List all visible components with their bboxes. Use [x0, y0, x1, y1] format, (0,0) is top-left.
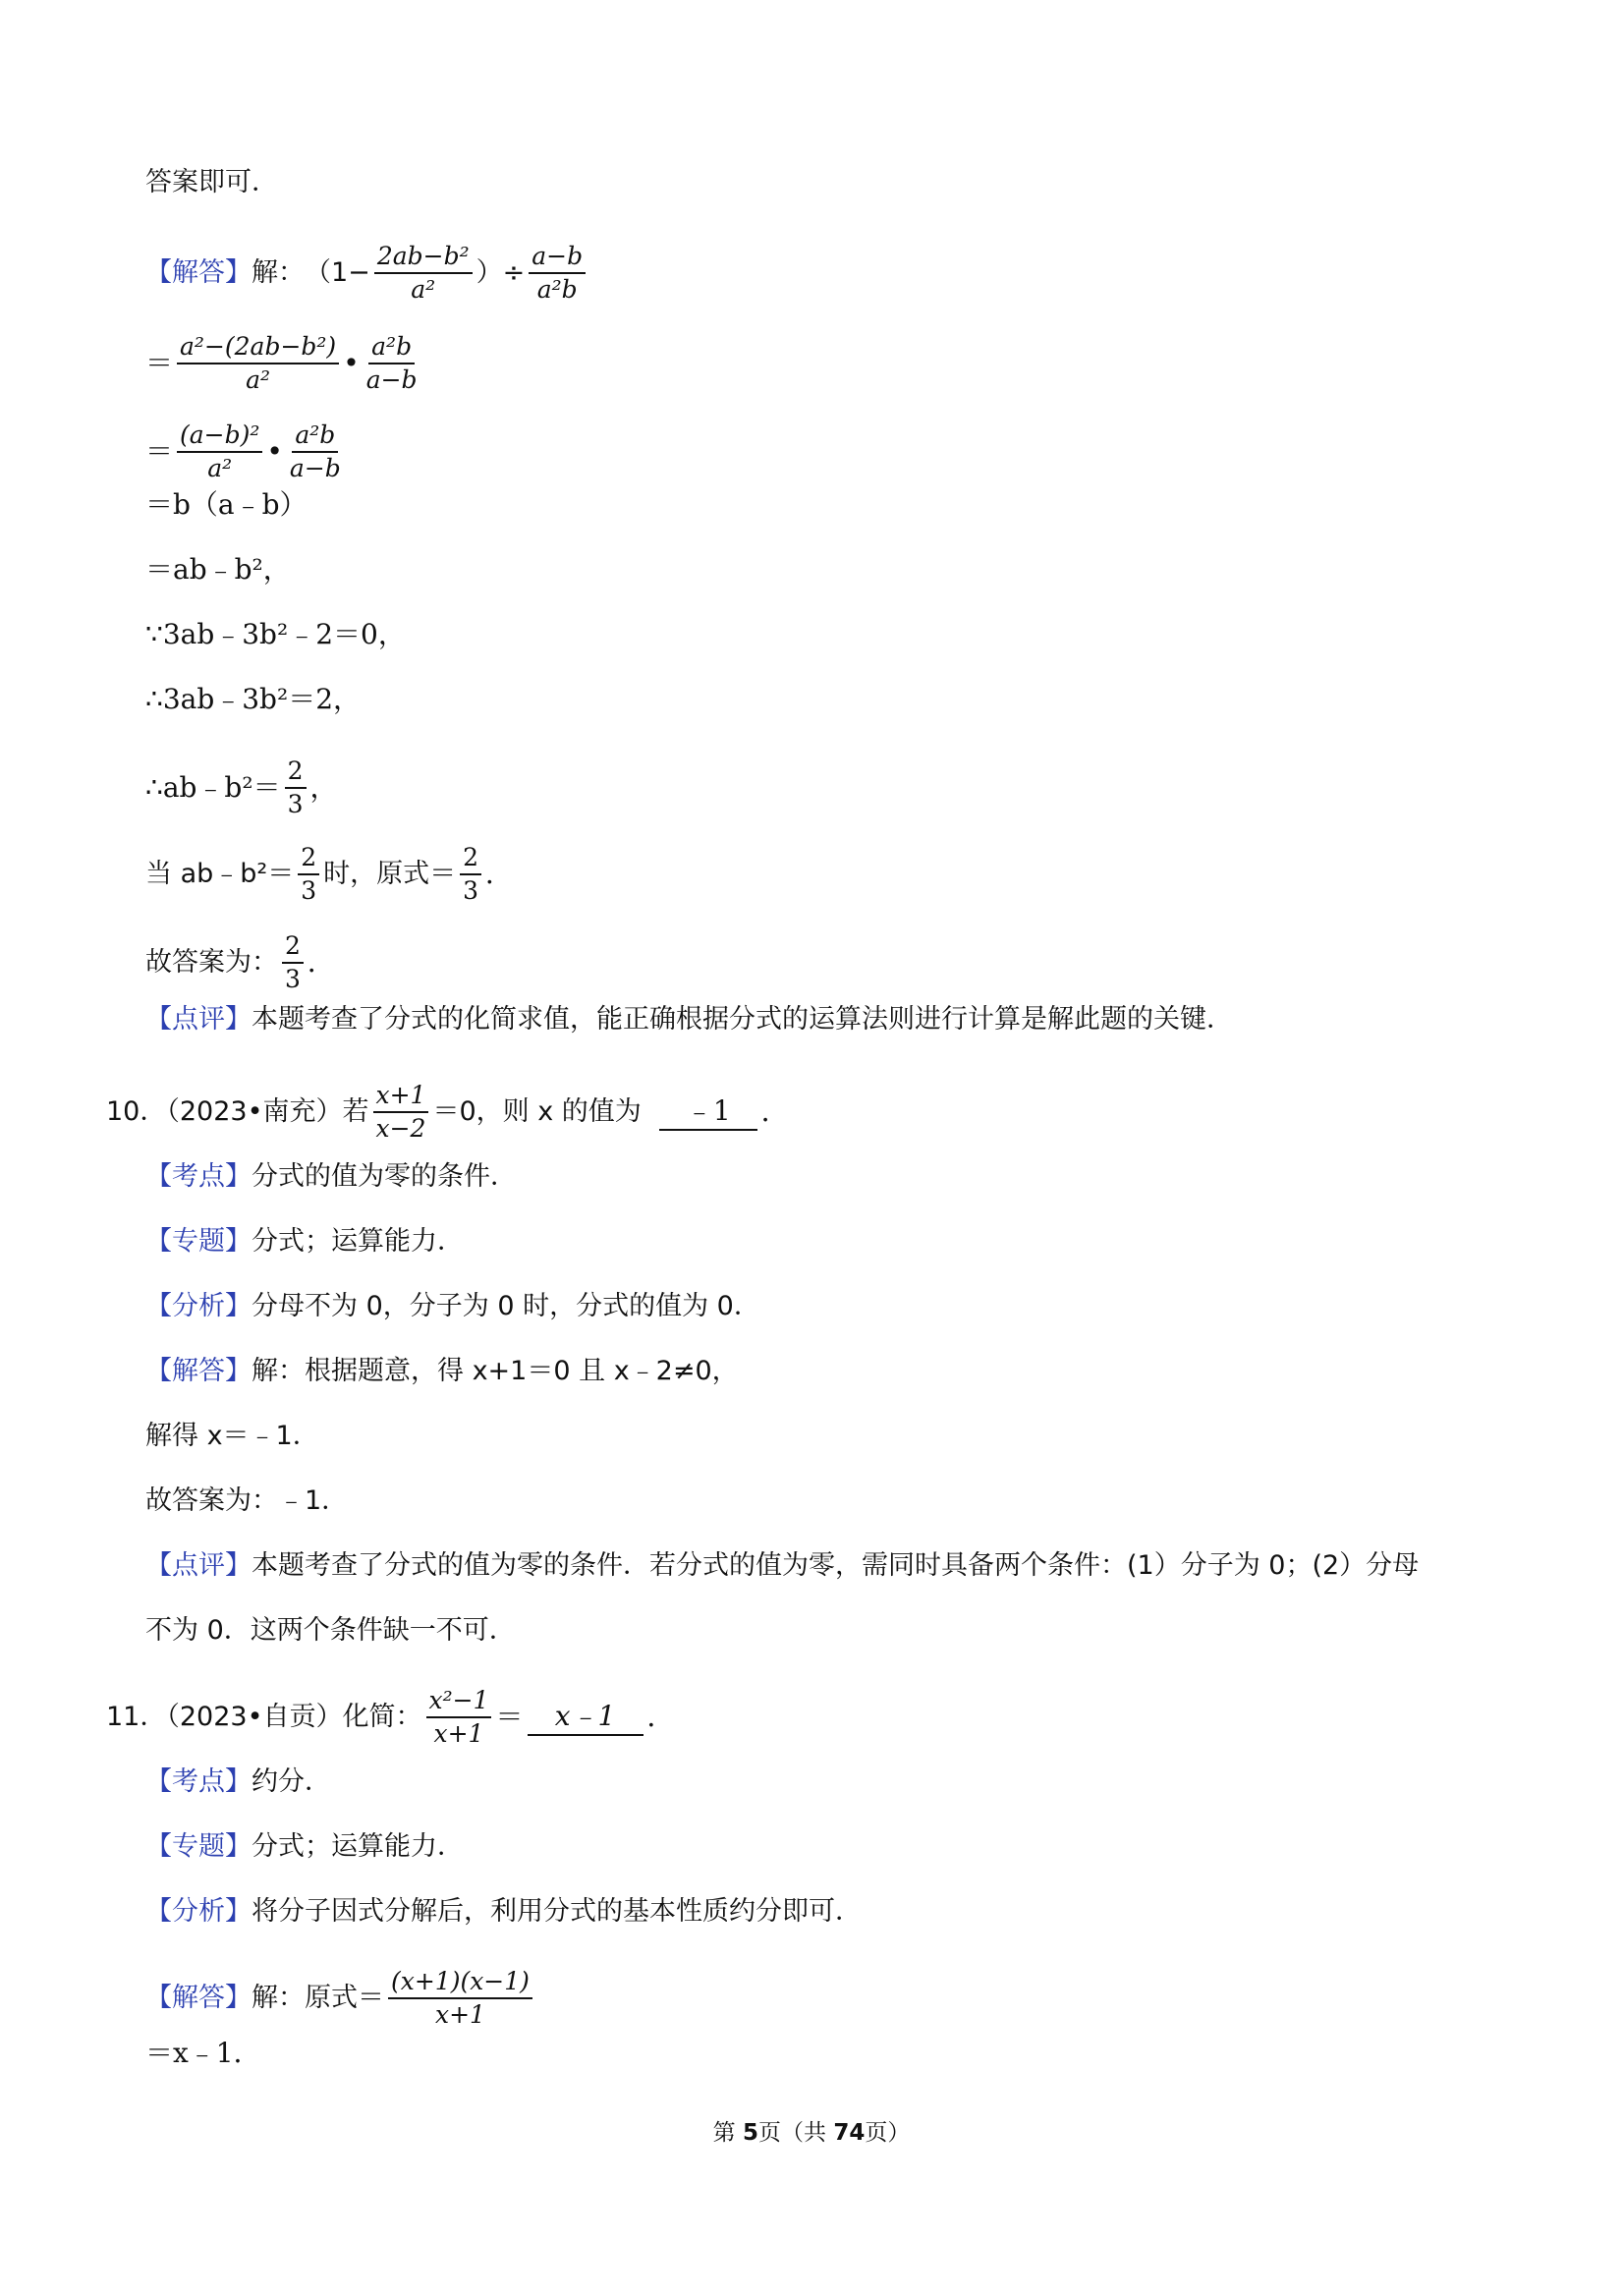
q10-mid: ＝0，则 x 的值为	[432, 1096, 642, 1127]
fraction-numerator: (x+1)(x−1)	[388, 1967, 532, 1999]
jieda-tag: 【解答】	[145, 1983, 252, 2013]
fraction-numerator: a²−(2ab−b²)	[177, 332, 339, 364]
fraction-numerator: a²b	[292, 420, 338, 453]
given-text: ∵3ab﹣3b²﹣2＝0，	[145, 618, 406, 650]
fraction	[374, 242, 473, 305]
kaodian-tag: 【考点】	[145, 1161, 252, 1192]
q10-zhuanti	[145, 1224, 464, 1260]
answer-line: 故答案为： $\frac{2}{3}$ ．	[145, 931, 335, 993]
jieda-tag: 【解答】	[145, 1356, 252, 1386]
q10-comment	[145, 1548, 1419, 1584]
fraction-numerator: 2	[460, 843, 481, 875]
fraction-numerator: 2ab−b²	[374, 242, 473, 274]
answer-blank: x﹣1	[528, 1699, 644, 1736]
fenxi-text: 将分子因式分解后，利用分式的基本性质约分即可．	[252, 1896, 862, 1927]
fenxi-tag: 【分析】	[145, 1896, 252, 1927]
intro-line	[145, 165, 278, 200]
comment-text: 本题考查了分式的值为零的条件．若分式的值为零，需同时具备两个条件：(1）分子为 0；(2）分母	[252, 1550, 1420, 1581]
dang-lhs: 当 ab﹣b²＝	[145, 859, 295, 889]
fraction-numerator: x²−1	[426, 1686, 492, 1718]
q10-kaodian	[145, 1159, 517, 1195]
prev-solution-line	[145, 242, 589, 305]
fraction	[177, 420, 262, 483]
fraction-denominator: a²	[411, 275, 436, 304]
fraction	[426, 1686, 492, 1749]
footer-total: 74	[833, 2120, 866, 2146]
fraction-numerator: 2	[298, 843, 319, 875]
therefore2-lhs: ∴ab﹣b²＝	[145, 771, 281, 804]
footer-page: 5	[742, 2120, 758, 2146]
fenxi-text: 分母不为 0，分子为 0 时，分式的值为 0．	[252, 1291, 760, 1321]
comment-text: 本题考查了分式的化简求值，能正确根据分式的运算法则进行计算是解此题的关键．	[252, 1004, 1233, 1035]
step2-line: ＝ $\frac{\text{(a−b)²}}{\text{a²}}$ • $\frac{\text{a²b}}{a-b}$	[145, 420, 348, 483]
solve-text: 解得 x＝﹣1．	[145, 1421, 319, 1451]
dianping-tag: 【点评】	[145, 1004, 252, 1035]
fraction-denominator: 3	[285, 965, 301, 993]
fraction	[287, 420, 344, 483]
fraction	[460, 843, 481, 906]
fraction-numerator: a−b	[529, 242, 586, 274]
fraction-numerator: (a−b)²	[177, 420, 262, 453]
q10-solve	[145, 1419, 319, 1454]
kaodian-text: 分式的值为零的条件．	[252, 1161, 517, 1192]
result-text: ＝x﹣1．	[145, 2037, 261, 2069]
q10-answer	[145, 1484, 348, 1519]
fraction-denominator: x−2	[375, 1114, 426, 1143]
fraction-denominator: a²b	[536, 275, 578, 304]
zhuanti-tag: 【专题】	[145, 1226, 252, 1257]
fenxi-tag: 【分析】	[145, 1291, 252, 1321]
q10-stem: 10．（2023•南充）若 $\frac{x+1}{x-2}$ ＝0，则 x 的值为 ﹣1 ．	[106, 1081, 789, 1143]
q10-comment-cont	[145, 1613, 516, 1649]
page-footer	[0, 2114, 1623, 2147]
therefore1-text: ∴3ab﹣3b²＝2，	[145, 683, 362, 715]
zhuanti-tag: 【专题】	[145, 1831, 252, 1862]
answer-label: 故答案为：	[145, 947, 278, 978]
fraction	[285, 756, 307, 819]
fraction-denominator: 3	[463, 876, 479, 905]
dang-line: 当 ab﹣b²＝ $\frac{2}{3}$ 时，原式＝ $\frac{2}{3}$ ．	[145, 843, 514, 905]
jieda-text: 解：根据题意，得 x+1＝0 且 x﹣2≠0，	[252, 1356, 739, 1386]
q10-jieda	[145, 1354, 739, 1389]
comment-line	[145, 1002, 1233, 1037]
jie-label: 解：	[252, 257, 305, 288]
zhuanti-text: 分式；运算能力．	[252, 1831, 464, 1862]
q11-result	[145, 2036, 261, 2071]
dang-mid: 时，原式＝	[323, 859, 457, 889]
given-line	[145, 617, 406, 652]
fraction-denominator: a²	[207, 454, 233, 482]
zhuanti-text: 分式；运算能力．	[252, 1226, 464, 1257]
fraction-denominator: x+1	[434, 2000, 485, 2029]
fraction-numerator: 2	[282, 931, 304, 964]
fraction-numerator: a²b	[368, 332, 415, 364]
fraction	[529, 242, 586, 305]
footer-pre: 第	[712, 2120, 743, 2146]
fraction	[373, 1081, 429, 1144]
dianping-tag: 【点评】	[145, 1550, 252, 1581]
expr-close: ）÷	[476, 257, 526, 288]
fraction-numerator: 2	[285, 756, 307, 789]
kaodian-text: 约分．	[252, 1766, 331, 1797]
step3-line	[145, 487, 308, 523]
fraction	[282, 931, 304, 994]
answer-text: 故答案为：﹣1．	[145, 1485, 349, 1516]
fraction	[364, 332, 420, 395]
therefore2-line: ∴ab﹣b²＝ $\frac{2}{3}$ ，	[145, 756, 338, 818]
intro-text: 答案即可．	[145, 167, 278, 197]
fraction-denominator: 3	[301, 876, 317, 905]
q10-fenxi	[145, 1289, 760, 1324]
q11-fenxi	[145, 1894, 862, 1930]
comment-text-cont: 不为 0．这两个条件缺一不可．	[145, 1615, 516, 1646]
jieda-tag: 【解答】	[145, 257, 252, 288]
kaodian-tag: 【考点】	[145, 1766, 252, 1797]
q11-jieda	[145, 1967, 536, 2030]
fraction-denominator: a−b	[289, 454, 341, 482]
q11-eq: ＝	[495, 1701, 524, 1733]
fraction	[388, 1967, 532, 2030]
step3-text: ＝b（a﹣b）	[145, 488, 308, 521]
step1-line: ＝ $\frac{\text{a²−(2ab−b²)}}{\text{a²}}$ • $\frac{\text{a²b}}{a-b}$	[145, 332, 424, 395]
q11-prefix: 11．（2023•自贡）化简：	[106, 1702, 422, 1732]
footer-mid: 页（共	[758, 2120, 834, 2146]
fraction-denominator: 3	[287, 790, 304, 818]
fraction	[298, 843, 319, 906]
step4-text: ＝ab﹣b²，	[145, 553, 291, 586]
fraction-denominator: a²	[246, 365, 271, 394]
fraction-denominator: a−b	[365, 365, 418, 394]
footer-post: 页）	[865, 2120, 911, 2146]
step4-line	[145, 552, 291, 588]
fraction-numerator: x+1	[373, 1081, 429, 1113]
q10-prefix: 10．（2023•南充）若	[106, 1096, 369, 1127]
q11-kaodian	[145, 1764, 331, 1800]
answer-blank: ﹣1	[659, 1093, 757, 1131]
q11-zhuanti	[145, 1829, 464, 1865]
fraction-denominator: x+1	[433, 1719, 484, 1748]
fraction	[177, 332, 339, 395]
jieda-prefix: 解：原式＝	[252, 1983, 384, 2013]
therefore1-line	[145, 682, 361, 717]
q11-stem: 11．（2023•自贡）化简： $\frac{\text{x²−1}}{x+1}$ ＝ x﹣1 ．	[106, 1686, 675, 1748]
expr-open: （1−	[305, 257, 370, 288]
